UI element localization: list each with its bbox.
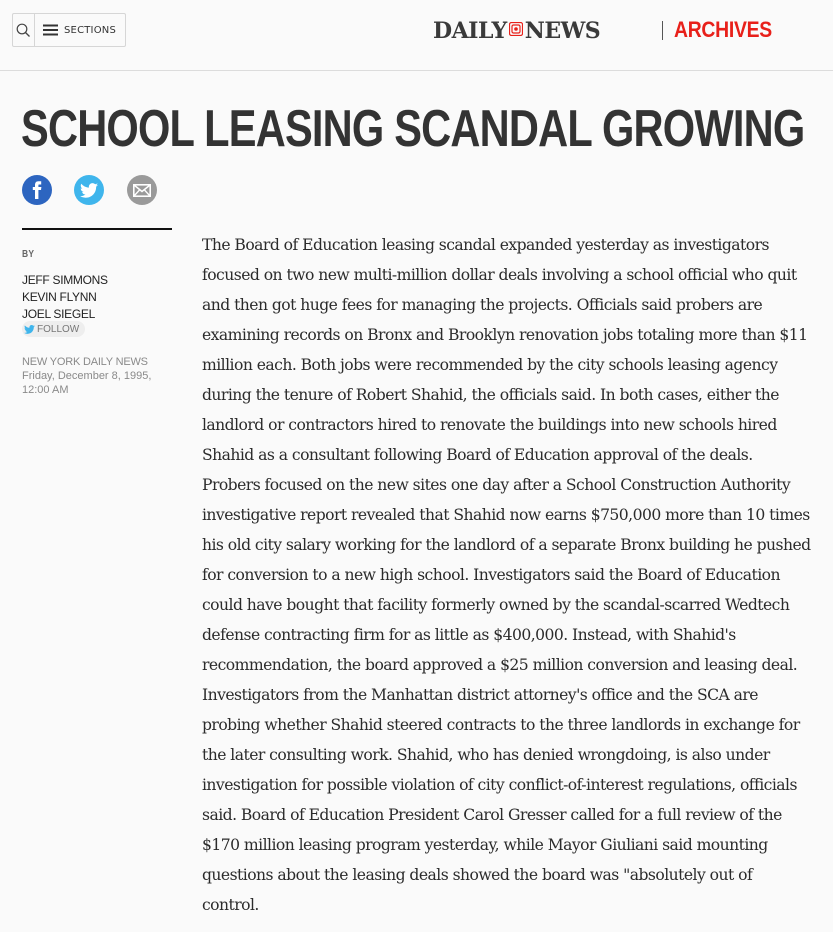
- search-button[interactable]: [13, 14, 35, 46]
- hamburger-menu-icon: [43, 24, 58, 36]
- logo-divider: [662, 21, 663, 40]
- share-email-button[interactable]: [127, 175, 157, 205]
- facebook-icon: [31, 181, 43, 199]
- twitter-bird-icon: [24, 325, 35, 334]
- article-source: [22, 355, 151, 397]
- twitter-icon: [80, 183, 98, 198]
- logo-text-news: NEWS: [524, 18, 601, 44]
- logo-text-daily: DAILY: [433, 18, 507, 44]
- twitter-follow-button[interactable]: [22, 321, 85, 337]
- publication-name: NEW YORK DAILY NEWS: [22, 356, 148, 368]
- search-icon: [16, 23, 31, 38]
- share-twitter-button[interactable]: [74, 175, 104, 205]
- sections-button[interactable]: [35, 14, 125, 46]
- daily-news-logo[interactable]: [433, 17, 600, 45]
- author-link[interactable]: JOEL SIEGEL: [22, 307, 95, 321]
- sidebar-divider: [22, 228, 172, 230]
- camera-logo-icon: [509, 22, 523, 41]
- article-headline: SCHOOL LEASING SCANDAL GROWING: [21, 100, 805, 158]
- author-link[interactable]: KEVIN FLYNN: [22, 290, 97, 304]
- share-facebook-button[interactable]: [22, 175, 52, 205]
- site-header: [0, 0, 833, 71]
- byline-label: BY: [22, 249, 35, 260]
- author-link[interactable]: JEFF SIMMONS: [22, 273, 108, 287]
- archives-link[interactable]: ARCHIVES: [674, 17, 772, 42]
- follow-label: FOLLOW: [37, 323, 80, 335]
- nav-controls: [12, 13, 126, 47]
- email-icon: [133, 184, 151, 197]
- publish-date: Friday, December 8, 1995,: [22, 370, 152, 382]
- publish-time: 12:00 AM: [22, 384, 69, 396]
- author-list: [22, 272, 108, 323]
- article-body: The Board of Education leasing scandal expanded yesterday as investigators focused on two new multi-million dollar deals involving a school official who quit and then got huge fees for managing the projects. Officials said probers are examining records on Bronx and Brooklyn renovation jobs totaling more than $11 million each. Both jobs were recommended by the city schools leasing agency during the tenure of Robert Shahid, the officials said. In both cases, either the landlord or contractors hired to renovate the buildings into new schools hired Shahid as a consultant following Board of Education approval of the deals. Probers focused on the new sites one day after a School Construction Authority investigative report revealed that Shahid now earns $750,000 more than 10 times his old city salary working for the landlord of a separate Bronx building he pushed for conversion to a new high school. Investigators said the Board of Education could have bought that facility formerly owned by the scandal-scarred Wedtech defense contracting firm for as little as $400,000. Instead, with Shahid's recommendation, the board approved a $25 million conversion and leasing deal. Investigators from the Manhattan district attorney's office and the SCA are probing whether Shahid steered contracts to the three landlords in exchange for the later consulting work. Shahid, who has denied wrongdoing, is also under investigation for possible violation of city conflict-of-interest regulations, officials said. Board of Education President Carol Gresser called for a full review of the $170 million leasing program yesterday, while Mayor Giuliani said mounting questions about the leasing deals showed the board was "absolutely out of control.: [202, 236, 811, 914]
- sections-label: SECTIONS: [64, 24, 117, 36]
